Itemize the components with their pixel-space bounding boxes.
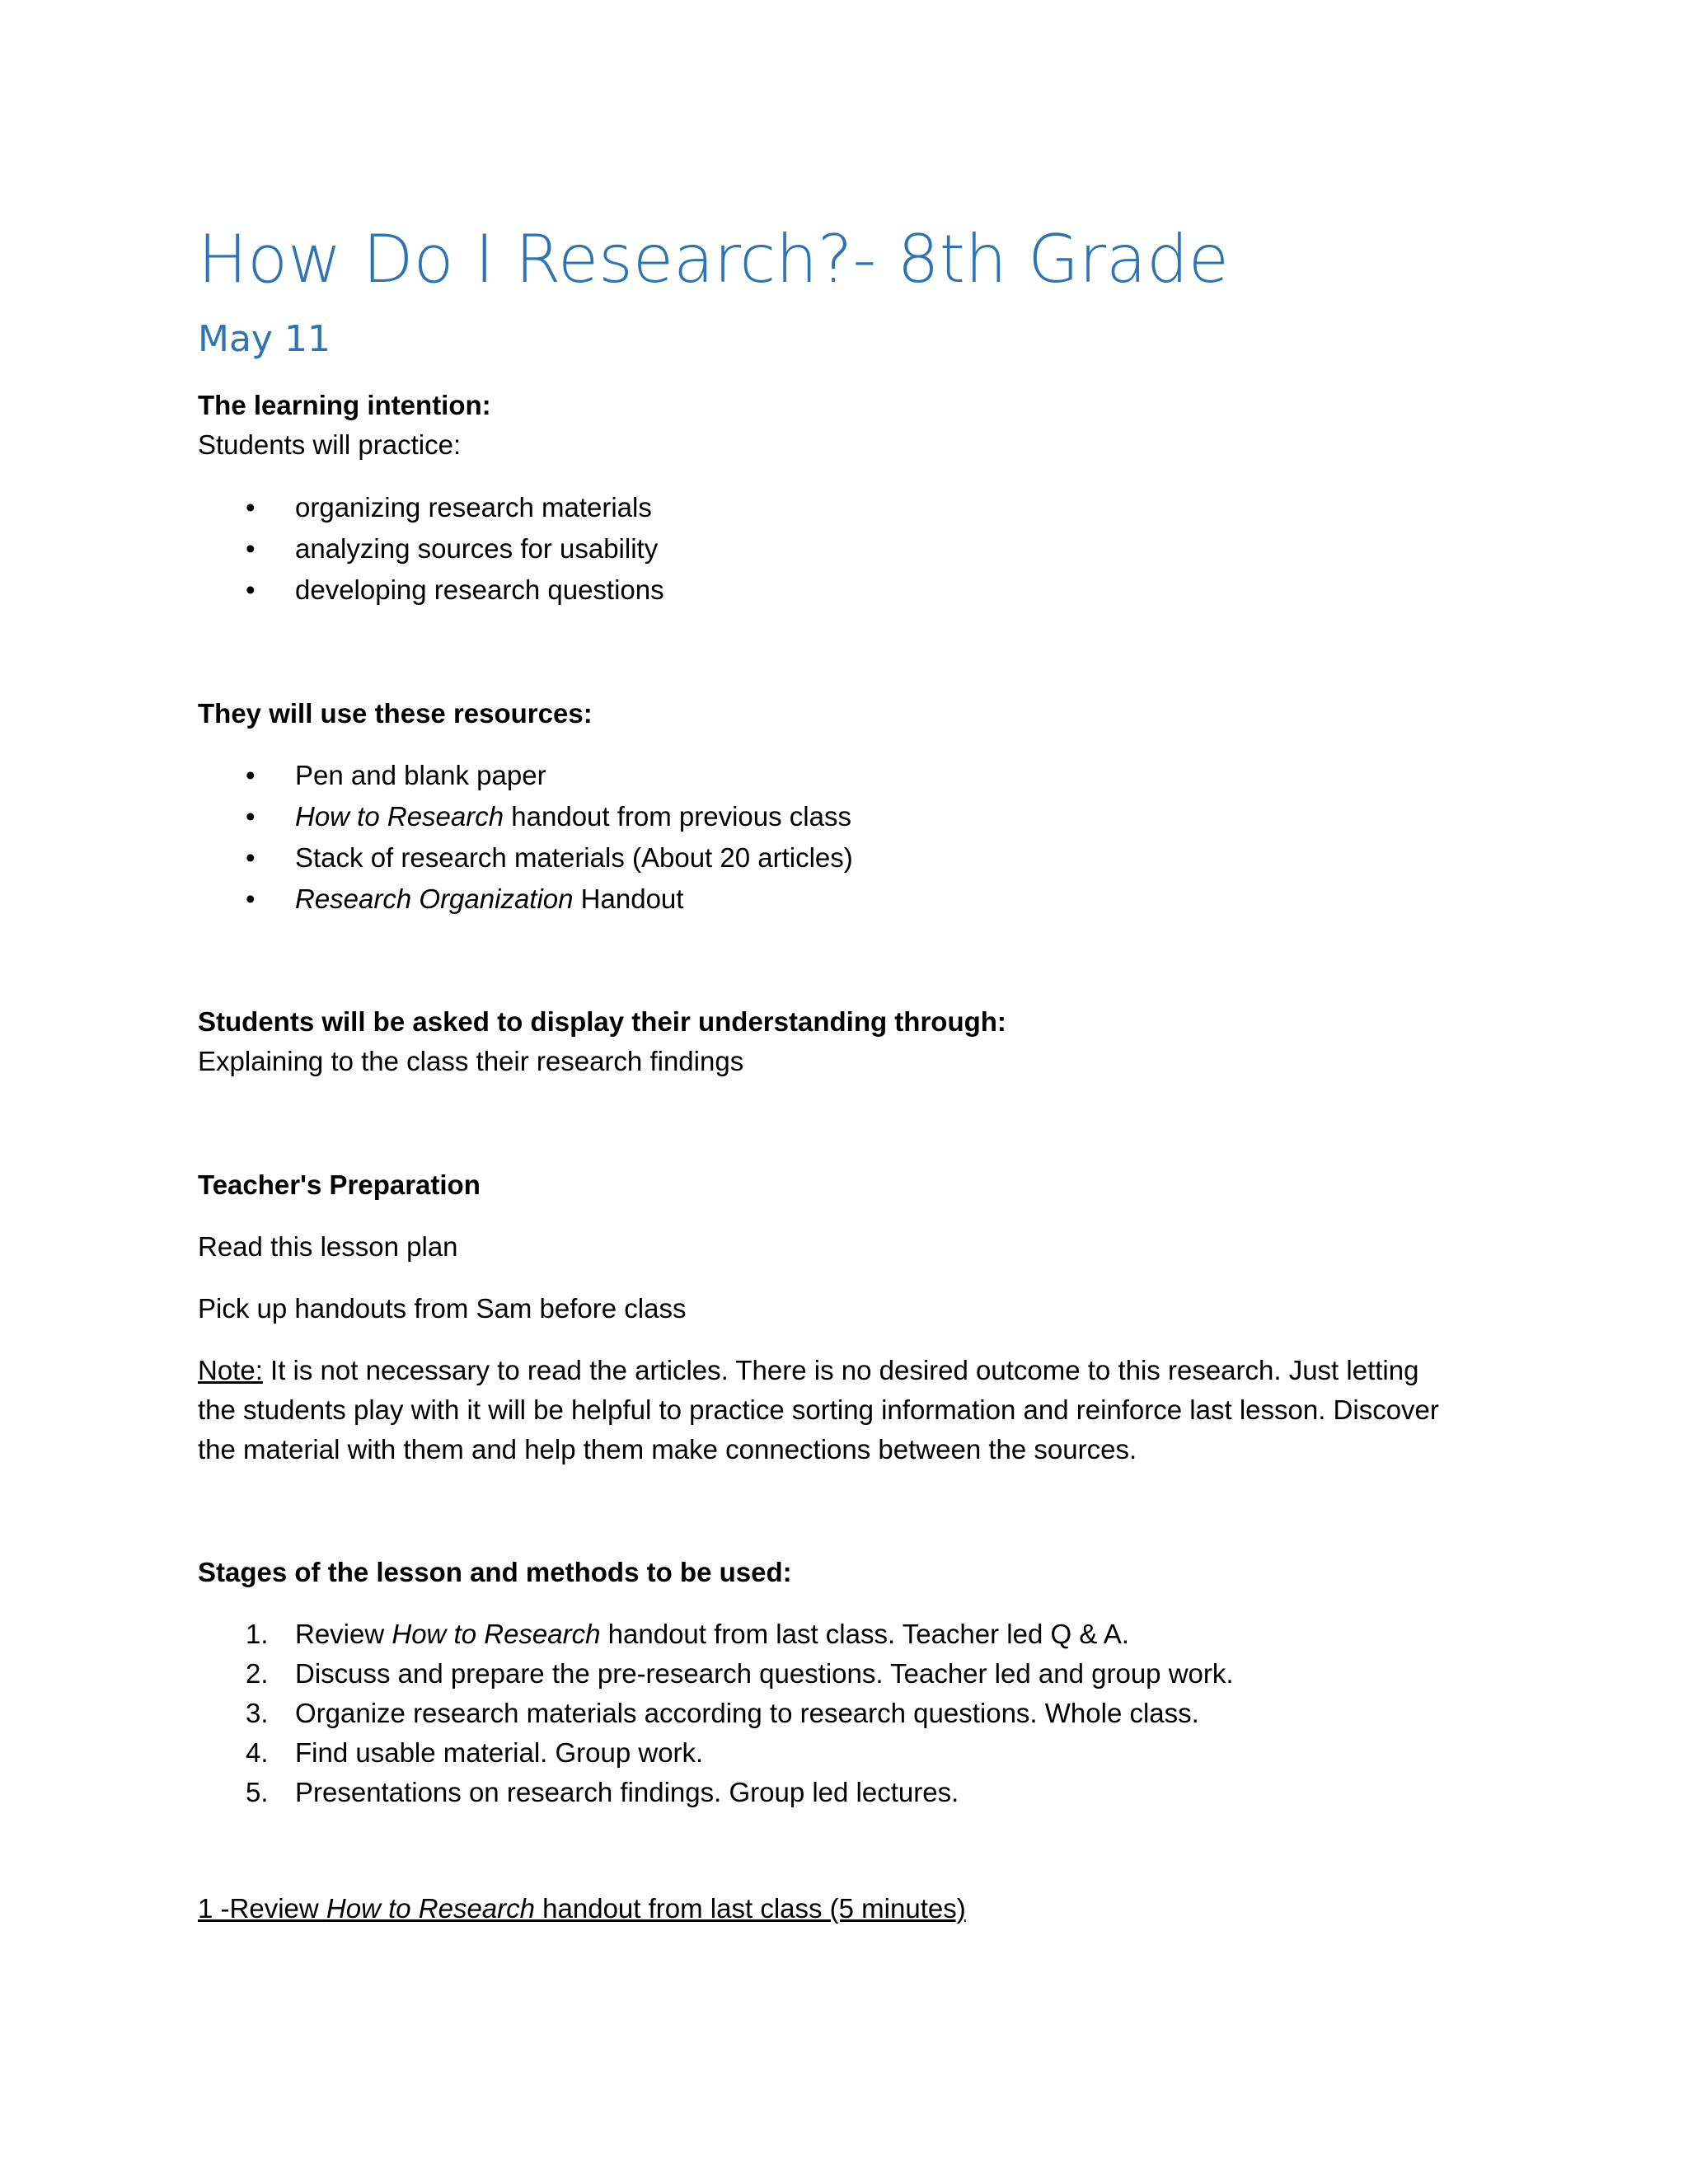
section-1-heading: 1 -Review How to Research handout from last class (5 minutes) [198,1893,966,1924]
bullet-icon: • [246,574,256,605]
list-item: 5. Presentations on research findings. Group led lectures. [246,1777,959,1807]
resources-list [198,755,853,920]
bullet-icon: • [246,842,256,873]
bullet-icon: • [246,801,256,832]
prep-line-1: Read this lesson plan [198,1231,458,1262]
document-title: How Do I Research?- 8th Grade [198,221,1229,298]
learning-heading: The learning intention: [198,390,491,420]
learning-intro: Students will practice: [198,429,462,460]
bullet-icon: • [246,533,256,564]
stages-list [198,1615,1234,1812]
stages-heading: Stages of the lesson and methods to be used: [198,1557,792,1587]
list-item: • developing research questions [198,569,664,611]
learning-list [198,487,664,611]
bullet-icon: • [246,883,256,914]
list-item: • Pen and blank paper [198,755,853,796]
note-text: It is not necessary to read the articles. There is no desired outcome to this research. Just letting the students play with it will be helpful to practice sorting information and reinforce last lesson. Discover the material with them and help them make connections between the sources. [198,1355,1439,1465]
list-item: 4. Find usable material. Group work. [246,1737,704,1768]
document-date: May 11 [198,318,331,360]
note-label: Note: [198,1355,263,1385]
list-item: • How to Research handout from previous class [198,796,853,837]
list-item: 1. Review How to Research handout from last class. Teacher led Q & A. [246,1619,1129,1649]
bullet-icon: • [246,760,256,790]
prep-line-2: Pick up handouts from Sam before class [198,1293,687,1324]
list-item: • organizing research materials [198,487,664,528]
prep-note [198,1351,1451,1469]
list-item: • analyzing sources for usability [198,528,664,569]
prep-heading: Teacher's Preparation [198,1169,481,1200]
bullet-icon: • [246,492,256,523]
resources-heading: They will use these resources: [198,698,593,729]
list-item: • Stack of research materials (About 20 articles) [198,837,853,879]
list-item: 2. Discuss and prepare the pre-research questions. Teacher led and group work. [246,1658,1234,1689]
display-heading: Students will be asked to display their understanding through: [198,1006,1006,1037]
display-text: Explaining to the class their research findings [198,1046,744,1076]
list-item: • Research Organization Handout [198,879,853,920]
list-item: 3. Organize research materials according to research questions. Whole class. [246,1698,1199,1728]
